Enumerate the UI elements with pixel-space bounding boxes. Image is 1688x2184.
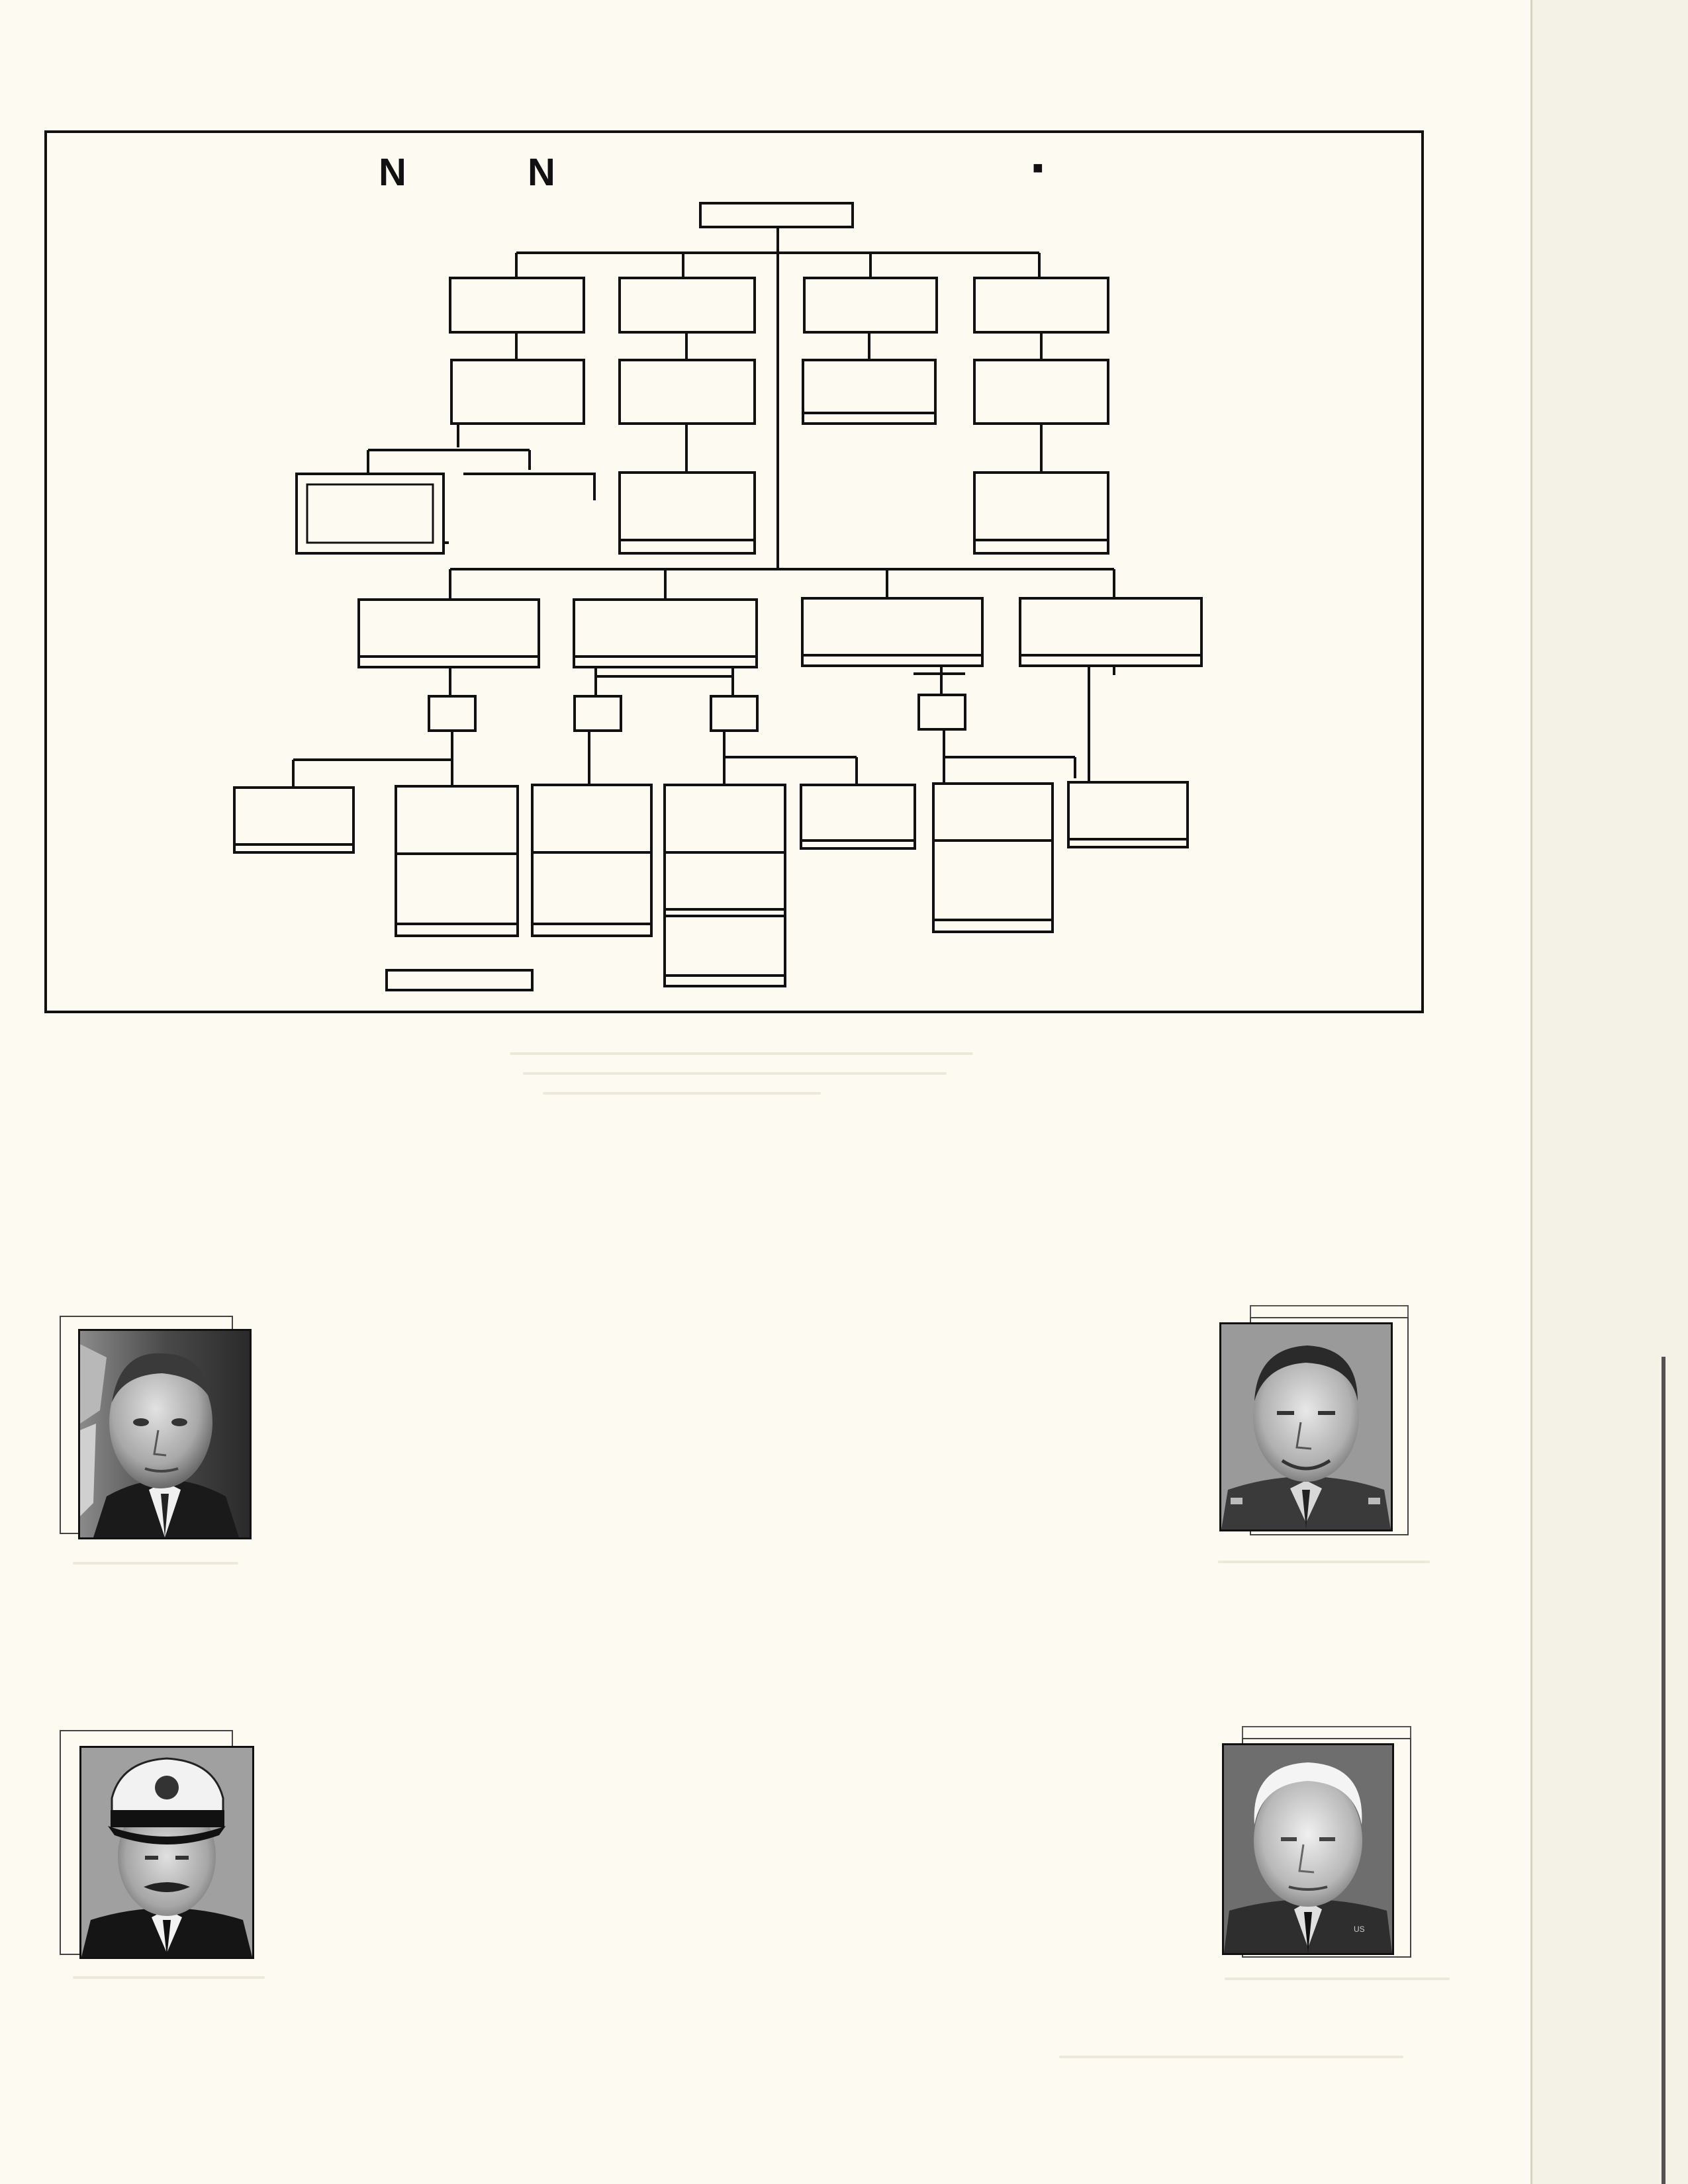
chart-header-glyph-3: ■ xyxy=(1033,158,1043,177)
chart-small-box-2 xyxy=(575,696,621,731)
chart-box-bottom xyxy=(387,970,532,990)
bleed-through-line xyxy=(1225,1978,1450,1980)
portrait-photo-icon xyxy=(1222,1743,1394,1955)
portrait-photo-icon xyxy=(78,1329,252,1539)
chart-box-r3-1 xyxy=(297,474,444,553)
bleed-through-line xyxy=(523,1072,947,1075)
bleed-through-line xyxy=(510,1052,973,1055)
chart-box-r2-2 xyxy=(620,360,755,424)
chart-box-r1-3 xyxy=(804,278,937,332)
chart-box-r5-1 xyxy=(234,788,353,852)
chart-small-box-4 xyxy=(919,695,965,729)
page-edge xyxy=(1662,1357,1665,2184)
svg-text:US: US xyxy=(1354,1925,1365,1934)
bleed-through-line xyxy=(73,1562,238,1565)
chart-box-r1-1 xyxy=(450,278,584,332)
bleed-through-line xyxy=(543,1092,821,1095)
chart-box-r5-3 xyxy=(532,785,651,936)
chart-box-r5-5 xyxy=(801,785,915,848)
chart-box-r5-4 xyxy=(665,785,785,986)
portrait-photo-icon xyxy=(1219,1322,1393,1531)
organization-chart xyxy=(0,0,1688,1032)
bleed-through-line xyxy=(1218,1561,1430,1563)
chart-box-r5-7 xyxy=(1068,782,1188,847)
bleed-through-line xyxy=(1059,2056,1403,2058)
portrait-photo-icon xyxy=(79,1746,254,1959)
chart-box-top xyxy=(700,203,853,227)
chart-box-r5-2 xyxy=(396,786,518,936)
chart-box-r2-1 xyxy=(451,360,584,424)
chart-small-box-3 xyxy=(711,696,757,731)
chart-box-r5-6 xyxy=(933,784,1053,932)
chart-header-glyph-1: N xyxy=(379,151,406,194)
chart-header-glyph-2: N xyxy=(528,151,555,194)
chart-box-r1-4 xyxy=(974,278,1108,332)
chart-box-r1-2 xyxy=(620,278,755,332)
bleed-through-line xyxy=(73,1976,265,1979)
chart-box-r2-4 xyxy=(974,360,1108,424)
chart-small-box-1 xyxy=(429,696,475,731)
